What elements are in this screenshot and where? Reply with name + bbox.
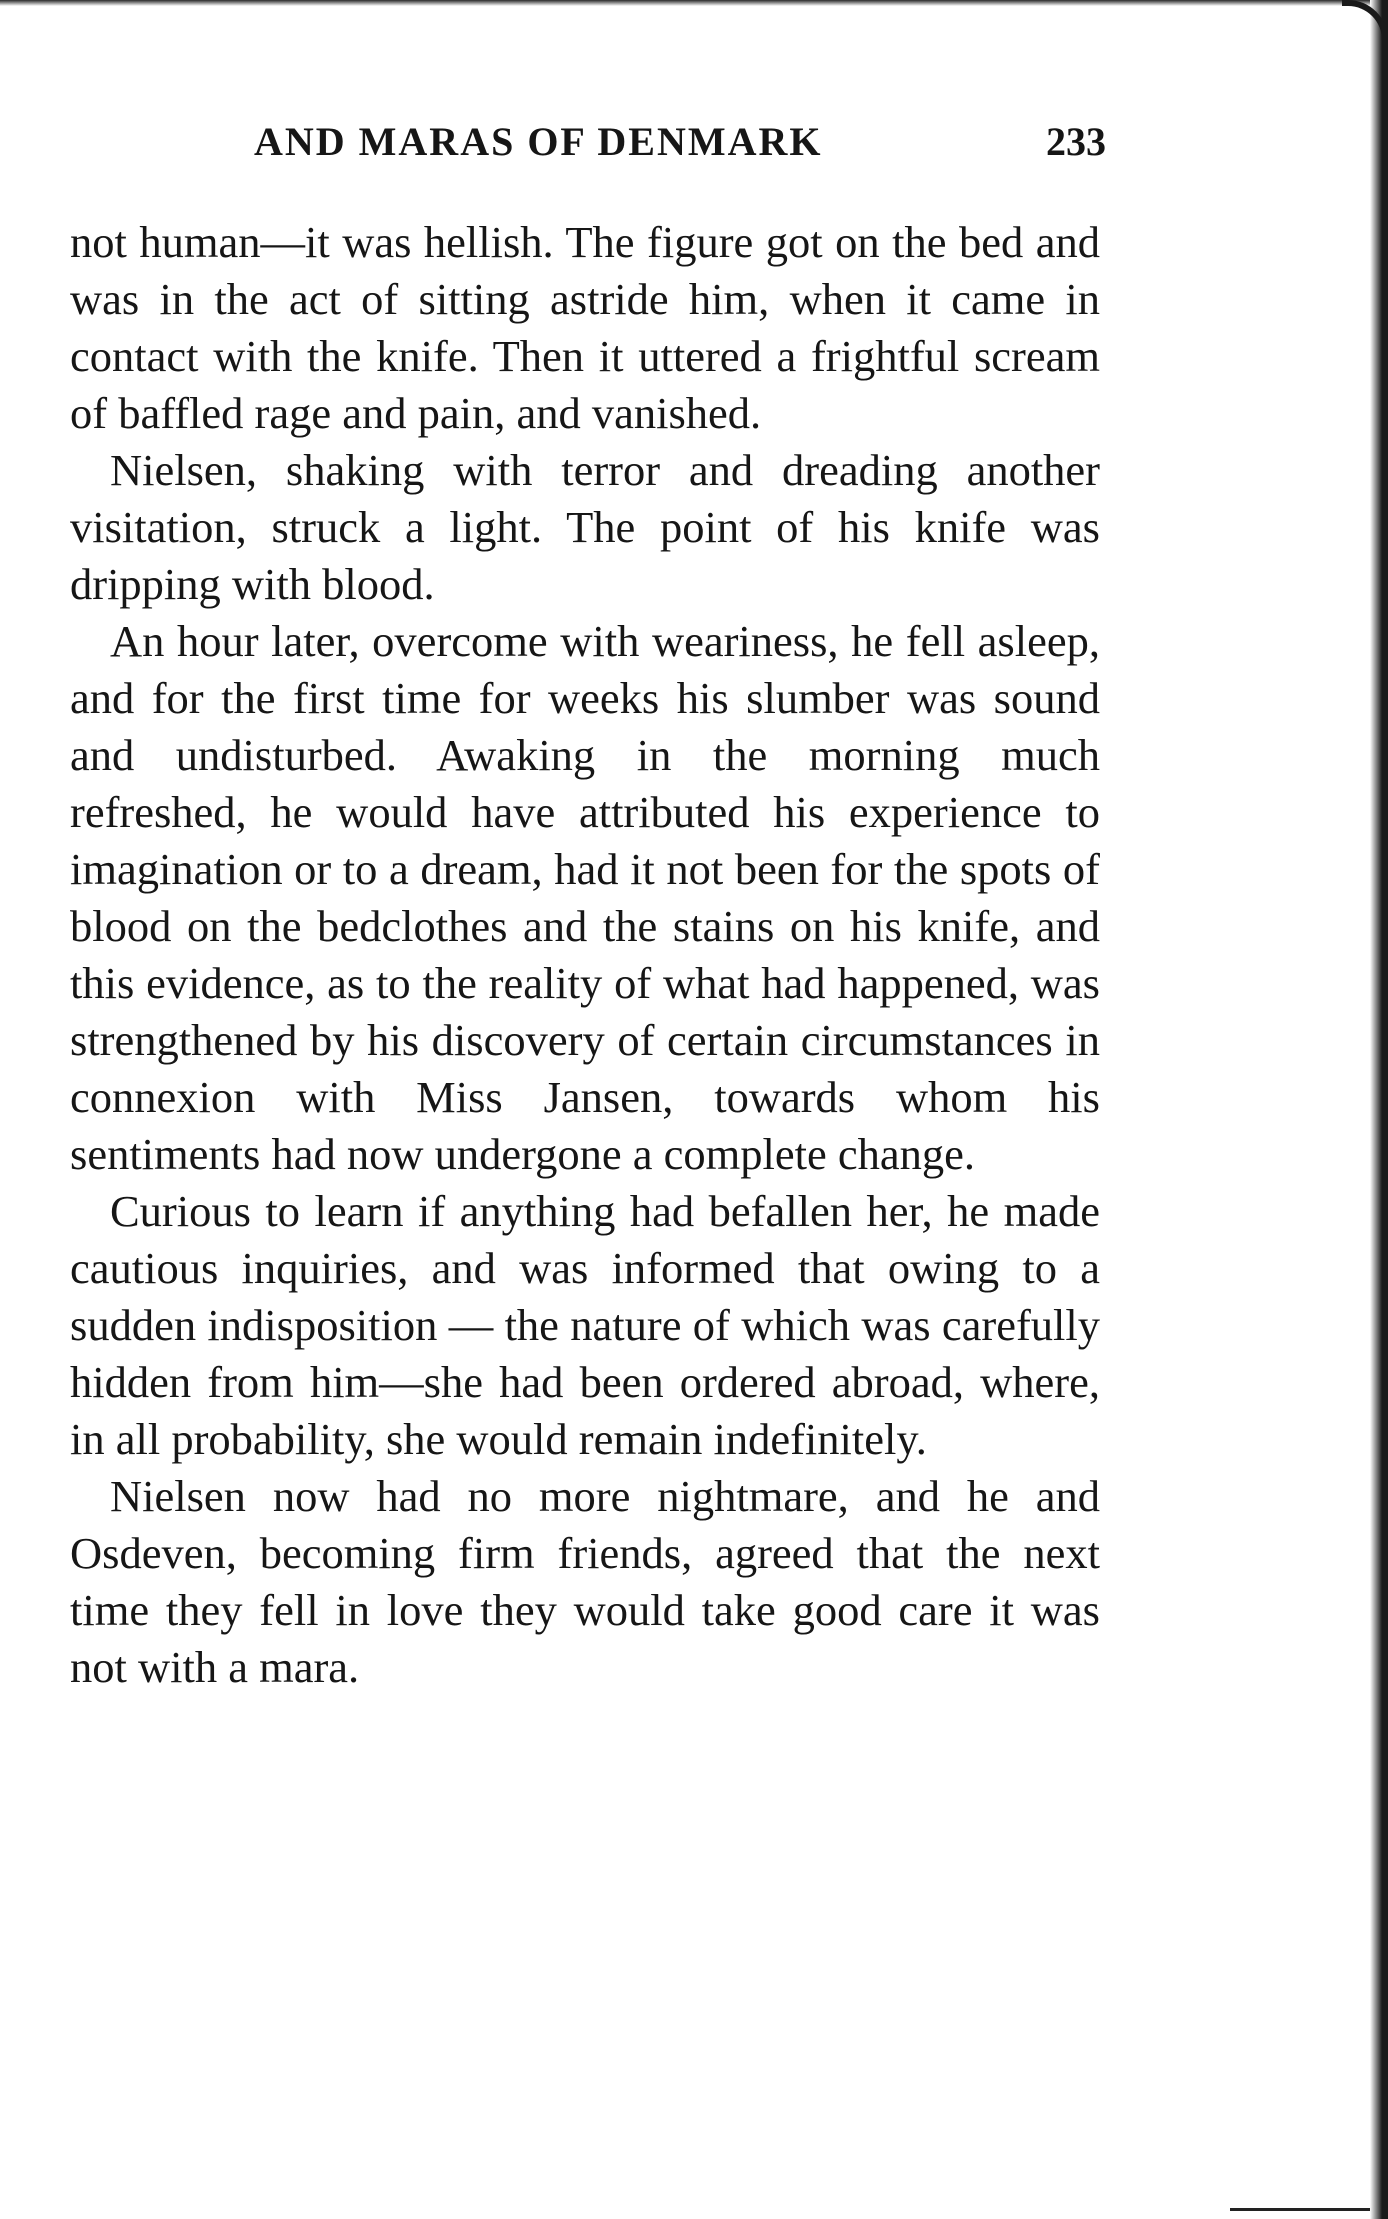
- running-head: [86, 118, 1106, 178]
- scan-edge-bottom: [1230, 2208, 1370, 2211]
- paragraph-4: Curious to learn if anything had befallen her, he made cautious inquiries, and was informed that owing to a sudden indisposition — the nature of which was carefully hidden from him—she had been ordered abroad, where, in all probability, she would remain indefinitely.: [70, 1186, 1100, 1464]
- paragraph-5: Nielsen now had no more nightmare, and he and Osdeven, becoming firm friends, agreed that the next time they fell in love they would take good care it was not with a mara.: [70, 1471, 1100, 1692]
- paragraph-2: Nielsen, shaking with terror and dreading another visitation, struck a light. The point of his knife was dripping with blood.: [70, 445, 1100, 609]
- body-text: [70, 214, 1100, 1696]
- scan-edge-top: [0, 0, 1388, 6]
- running-title: AND MARAS OF DENMARK: [254, 119, 823, 164]
- page-number: 233: [1046, 119, 1106, 164]
- paragraph-1: not human—it was hellish. The figure got on the bed and was in the act of sitting astride him, when it came in contact with the knife. Then it uttered a frightful scream of baffled rage and pain, and vanished.: [70, 217, 1100, 438]
- paragraph-3: An hour later, overcome with weariness, he fell asleep, and for the first time for weeks his slumber was sound and undisturbed. Awaking in the morning much refreshed, he would have attributed his experience to imagination or to a dream, had it not been for the spots of blood on the bedclothes and the stains on his knife, and this evidence, as to the reality of what had happened, was strengthened by his discovery of certain circumstances in connexion with Miss Jansen, towards whom his sentiments had now undergone a complete change.: [70, 616, 1100, 1179]
- scan-edge-right: [1370, 0, 1388, 2219]
